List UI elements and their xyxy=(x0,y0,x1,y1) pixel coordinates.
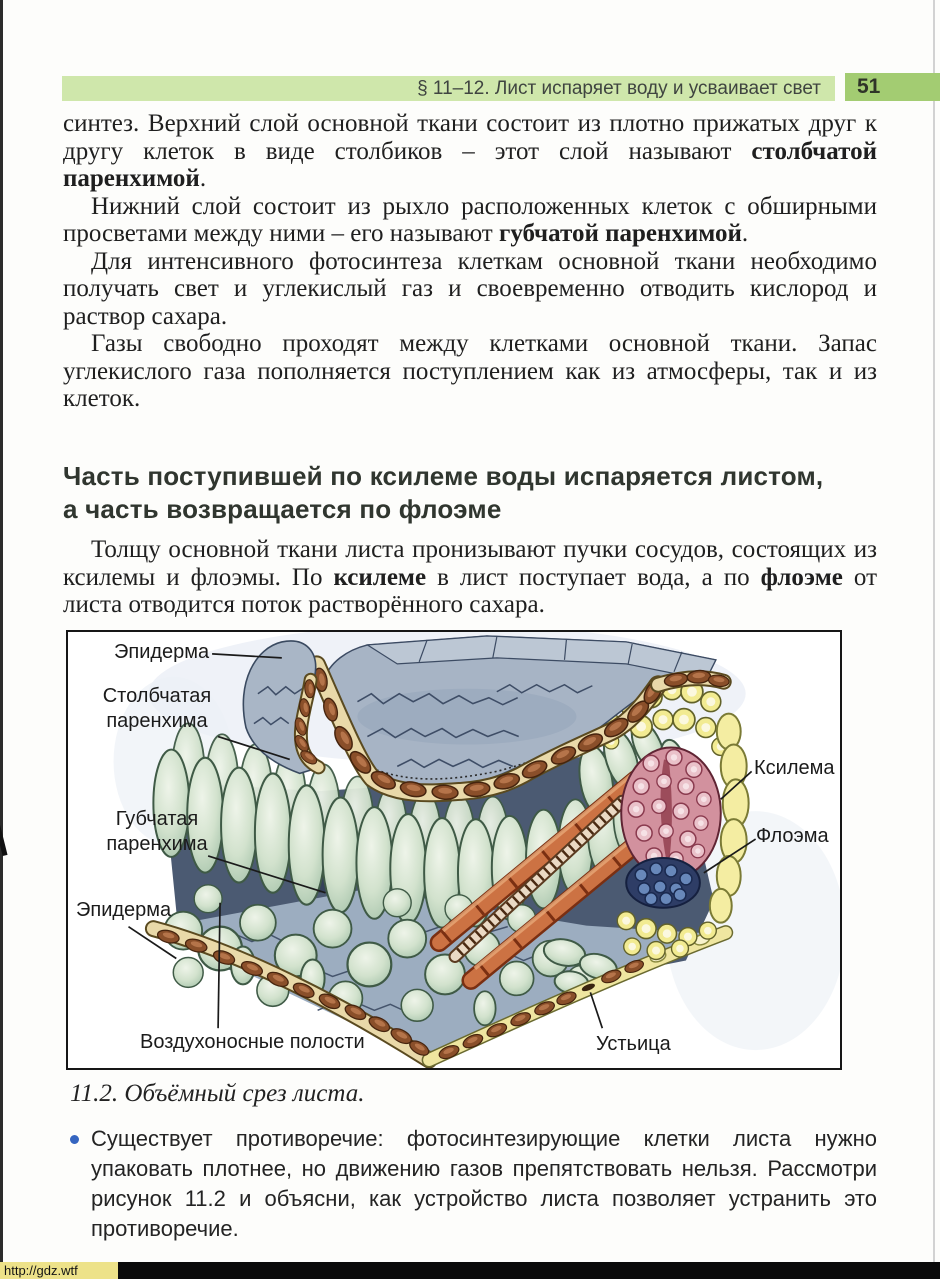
figure-label-xylem: Ксилема xyxy=(754,757,835,779)
watermark-tag: http://gdz.wtf xyxy=(0,1262,118,1279)
figure-label-stomata: Устьица xyxy=(596,1033,671,1055)
scan-bottom-bar xyxy=(0,1262,940,1279)
paragraph: Газы свободно проходят между клетками основной ткани. Запас углекислого газа пополняется поступлением как из атмосферы, так и из клеток. xyxy=(63,330,877,412)
paragraph: синтез. Верхний слой основной ткани состоит из плотно прижатых друг к другу клеток в виде столбиков – этот слой называют столбчатой паренхимой. xyxy=(63,110,877,192)
page-number-badge xyxy=(845,73,940,101)
paragraph: Для интенсивного фотосинтеза клеткам основной ткани необходимо получать свет и углекислый газ и своевременно отводить кислород и раствор сахара. xyxy=(63,247,877,330)
section-title: § 11–12. Лист испаряет воду и усваивает свет xyxy=(417,77,821,99)
figure-label-palisade: Столбчатая паренхима xyxy=(102,685,212,732)
figure-label-epidermis-bottom: Эпидерма xyxy=(76,899,172,921)
figure-label-spongy: Губчатая паренхима xyxy=(106,808,208,855)
section-block xyxy=(63,460,877,619)
bullet-dot-icon xyxy=(70,1135,79,1144)
task-bullet-text: Существует противоречие: фотосинтезирующие клетки листа нужно упаковать плотнее, но движению газов препятствовать нельзя. Рассмотри рисунок 11.2 и объясни, как устройство листа позволяет устранить это противоречие. xyxy=(91,1126,877,1241)
section-header-bar xyxy=(62,76,835,101)
section-heading: Часть поступившей по ксилеме воды испаряется листом, а часть возвращается по флоэме xyxy=(63,461,824,524)
figure-label-phloem: Флоэма xyxy=(756,825,829,847)
paragraph: Толщу основной ткани листа пронизывают пучки сосудов, состоящих из ксилемы и флоэмы. По ксилеме в лист поступает вода, а по флоэме от листа отводится поток растворённого сахара. xyxy=(63,536,877,618)
body-text-block xyxy=(63,110,877,413)
leaf-cross-section-figure xyxy=(66,630,842,1070)
scan-left-edge xyxy=(0,0,3,1279)
figure-label-air-cavities: Воздухоносные полости xyxy=(140,1031,365,1053)
figure-caption: 11.2. Объёмный срез листа. xyxy=(70,1080,365,1107)
figure-label-epidermis-top: Эпидерма xyxy=(114,641,210,663)
page-number: 51 xyxy=(857,75,881,98)
task-bullet-row xyxy=(63,1124,877,1244)
scan-right-edge xyxy=(933,0,935,1262)
paragraph: Нижний слой состоит из рыхло расположенных клеток с обширными просветами между ними – его называют губчатой паренхимой. xyxy=(63,192,877,247)
